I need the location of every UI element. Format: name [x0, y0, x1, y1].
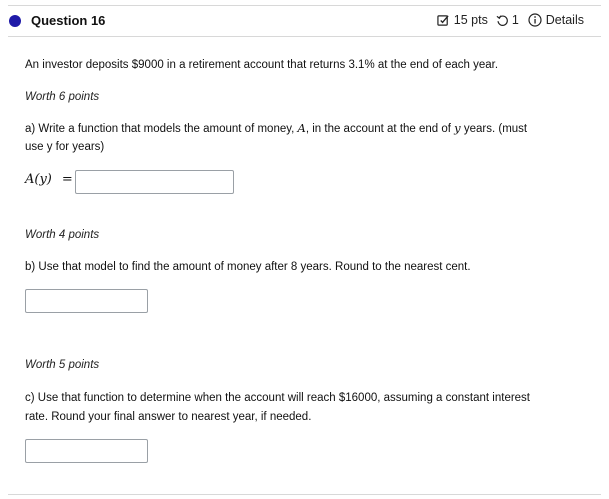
answer-input-b[interactable]: [25, 289, 148, 313]
part-c-text: c) Use that function to determine when the account will reach $16000, assuming a constant interest: [25, 392, 531, 404]
status-dot: [9, 15, 21, 27]
question-title: Question 16: [31, 13, 106, 28]
function-name: A(y): [25, 172, 52, 187]
question-header: [0, 6, 601, 36]
part-a-text: [25, 119, 527, 139]
part-a-text-1: a) Write a function that models the amount of money,: [25, 123, 298, 135]
var-years: y: [454, 121, 461, 135]
function-label: [25, 172, 73, 187]
part-a-text-line2: use y for years): [25, 141, 105, 153]
bottom-divider: [8, 494, 601, 495]
question-prompt: An investor deposits $9000 in a retirement account that returns 3.1% at the end of each year.: [25, 59, 499, 71]
header-divider: [8, 36, 601, 37]
var-amount: A: [297, 121, 306, 135]
part-b-text: b) Use that model to find the amount of money after 8 years. Round to the nearest cent.: [25, 261, 471, 273]
part-a-text-2: , in the account at the end of: [305, 123, 455, 135]
answer-input-a[interactable]: [75, 170, 234, 194]
part-b-worth: Worth 4 points: [25, 229, 100, 241]
question-meta: [437, 13, 584, 27]
info-icon[interactable]: [528, 13, 542, 27]
details-link[interactable]: Details: [545, 13, 584, 27]
points-value: 15 pts: [453, 13, 488, 27]
part-a-worth: Worth 6 points: [25, 91, 100, 103]
part-a-text-3: years. (must: [460, 123, 528, 135]
part-c-text-line2: rate. Round your final answer to nearest year, if needed.: [25, 411, 312, 423]
equals-sign: =: [61, 172, 73, 187]
answer-input-c[interactable]: [25, 439, 148, 463]
checkbox-edit-icon: [437, 14, 450, 27]
retry-icon: [496, 14, 509, 27]
part-c-worth: Worth 5 points: [25, 359, 100, 371]
retry-count: 1: [511, 13, 519, 27]
